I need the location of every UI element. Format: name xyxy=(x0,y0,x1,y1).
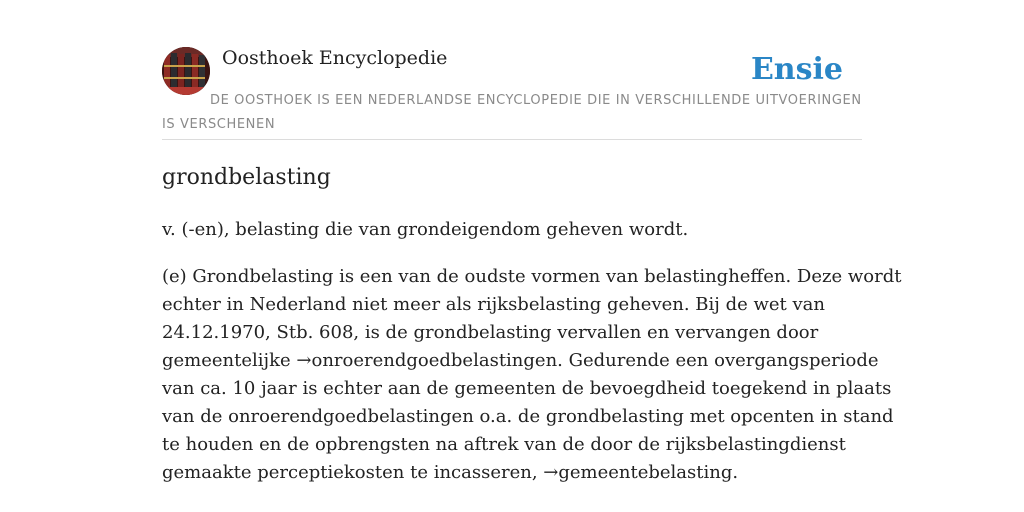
entry-title: grondbelasting xyxy=(162,165,331,190)
entry-body xyxy=(162,263,902,487)
source-description: DE OOSTHOEK IS EEN NEDERLANDSE ENCYCLOPEDIE DIE IN VERSCHILLENDE UITVOERINGEN IS VERSCHENEN xyxy=(162,93,862,132)
body-line: (e) Grondbelasting is een van de oudste vormen van belastingheffen. Deze wordt xyxy=(162,266,902,287)
brand-logo[interactable]: Ensie xyxy=(750,52,843,87)
source-title[interactable]: Oosthoek Encyclopedie xyxy=(222,47,448,69)
body-line: echter in Nederland niet meer als rijksbelasting geheven. Bij de wet van xyxy=(162,294,826,315)
body-line: van ca. 10 jaar is echter aan de gemeenten de bevoegdheid toegekend in plaats xyxy=(162,378,892,399)
body-line: gemeentelijke →onroerendgoedbelastingen. Gedurende een overgangsperiode xyxy=(162,350,879,371)
body-line: 24.12.1970, Stb. 608, is de grondbelasting vervallen en vervangen door xyxy=(162,322,819,343)
body-line: te houden en de opbrengsten na aftrek van de door de rijksbelastingdienst xyxy=(162,434,846,455)
encyclopedia-books-icon[interactable] xyxy=(162,47,210,95)
source-header xyxy=(162,0,862,140)
body-line: van de onroerendgoedbelastingen o.a. de grondbelasting met opcenten in stand xyxy=(162,406,894,427)
body-line: gemaakte perceptiekosten te incasseren, →gemeentebelasting. xyxy=(162,462,739,483)
page xyxy=(162,0,902,512)
entry-definition: v. (-en), belasting die van grondeigendom geheven wordt. xyxy=(162,219,689,240)
